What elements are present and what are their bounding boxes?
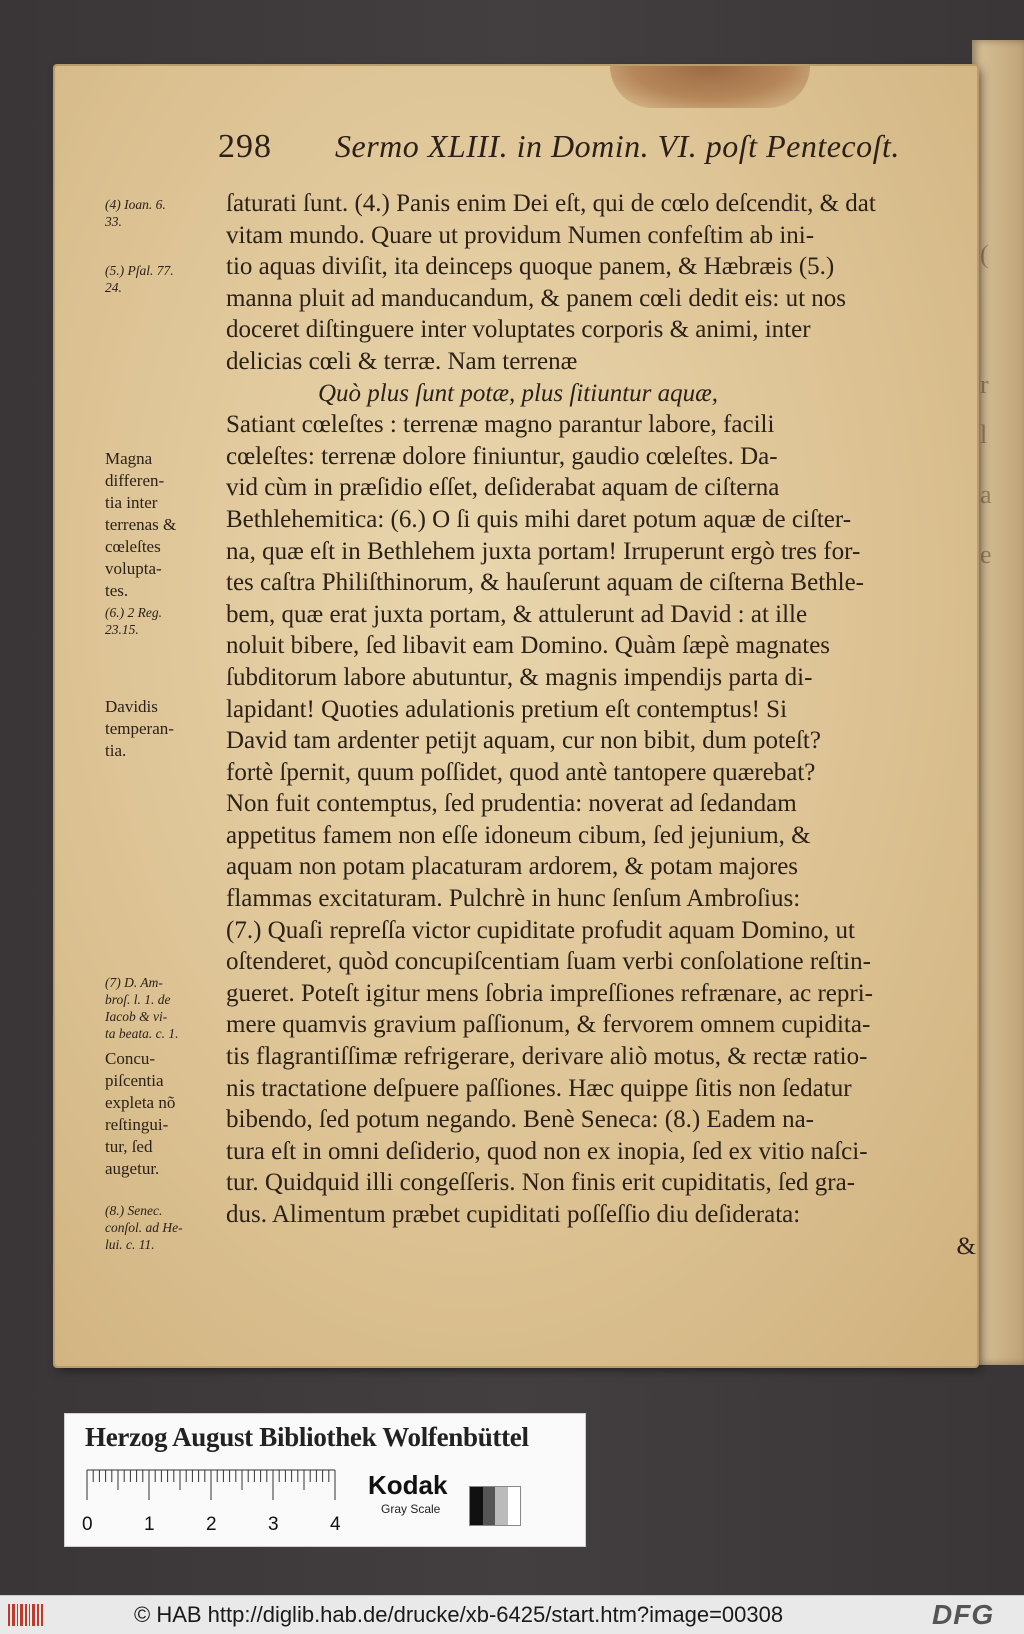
gray-scale-patch bbox=[469, 1486, 521, 1526]
brand-subtitle: Gray Scale bbox=[381, 1502, 441, 1516]
text-line: tura eſt in omni deſiderio, quod non ex inopia, ſed ex vitio naſci- bbox=[226, 1137, 868, 1165]
text-line: noluit bibere, ſed libavit eam Domino. Quàm ſæpè magnates bbox=[226, 632, 831, 660]
text-line: vid cùm in præſidio eſſet, deſiderabat aquam de ciſterna bbox=[226, 474, 780, 502]
library-label-card bbox=[64, 1413, 586, 1547]
ruler-number: 4 bbox=[330, 1514, 341, 1535]
margin-note: Magna differen- tia inter terrenas & cœleſtes volupta- tes. bbox=[105, 449, 177, 600]
text-line: oſtenderet, quòd concupiſcentiam ſuam verbi conſolatione reſtin- bbox=[226, 948, 871, 976]
adjacent-page-edge: ( r l a e bbox=[972, 40, 1024, 1365]
text-line: manna pluit ad manducandum, & panem cœli dedit eis: ut nos bbox=[226, 284, 847, 312]
library-name: Herzog August Bibliothek Wolfenbüttel bbox=[85, 1422, 529, 1452]
ruler-number: 0 bbox=[82, 1514, 93, 1535]
brand-name: Kodak bbox=[368, 1470, 448, 1500]
book-page bbox=[55, 66, 977, 1366]
text-line: doceret diſtinguere inter voluptates corporis & animi, inter bbox=[226, 316, 811, 344]
text-line: tis flagrantiſſimæ refrigerare, derivare aliò motus, & rectæ ratio- bbox=[226, 1043, 868, 1071]
text-line: appetitus famem non eſſe idoneum cibum, ſed jejunium, & bbox=[226, 821, 811, 849]
measurement-ruler bbox=[82, 1468, 345, 1540]
text-line: tes caſtra Philiſthinorum, & hauſerunt aquam de ciſterna Bethle- bbox=[226, 569, 865, 597]
catchword: & bbox=[956, 1232, 976, 1260]
text-line: ſubditorum labore abutuntur, & magnis impendijs parta di- bbox=[226, 663, 813, 691]
running-title: Sermo XLIII. in Domin. VI. poſt Pentecoſt. bbox=[335, 128, 900, 164]
text-line: tur. Quidquid illi congeſſeris. Non finis erit cupiditatis, ſed gra- bbox=[226, 1169, 856, 1197]
text-line: mere quamvis gravium paſſionum, & fervorem omnem cupidita- bbox=[226, 1011, 871, 1039]
text-line: delicias cœli & terræ. Nam terrenæ bbox=[226, 347, 578, 375]
text-line: David tam ardenter petijt aquam, cur non bibit, dum poteſt? bbox=[226, 727, 821, 755]
margin-note: Concu- piſcentia expleta nõ reſtingui- tur, ſed augetur. bbox=[105, 1049, 176, 1178]
ruler-number: 1 bbox=[144, 1514, 155, 1535]
ruler-number: 2 bbox=[206, 1514, 217, 1535]
text-line: Satiant cœleſtes : terrenæ magno parantur labore, facili bbox=[226, 411, 775, 439]
verse-line: Quò plus ſunt potæ, plus ſitiuntur aquæ, bbox=[318, 379, 719, 407]
text-line: bibendo, ſed potum negando. Benè Seneca: (8.) Eadem na- bbox=[226, 1106, 815, 1134]
text-line: aquam non potam placaturam ardorem, & potam majores bbox=[226, 853, 799, 881]
text-line: tio aquas diviſit, ita deinceps quoque panem, & Hæbræis (5.) bbox=[226, 253, 835, 281]
text-line: flammas excitaturam. Pulchrè in hunc ſenſum Ambroſius: bbox=[226, 885, 801, 913]
margin-note: (4) Ioan. 6. 33. bbox=[105, 197, 166, 229]
text-line: na, quæ eſt in Bethlehem juxta portam! Irruperunt ergò tres for- bbox=[226, 537, 861, 565]
page-stain bbox=[610, 66, 810, 108]
margin-note: (6.) 2 Reg. 23.15. bbox=[105, 605, 162, 637]
text-line: cœleſtes: terrenæ dolore finiuntur, gaudio cœleſtes. Da- bbox=[226, 442, 778, 470]
page-number: 298 bbox=[218, 128, 272, 165]
copyright-link[interactable]: © HAB http://diglib.hab.de/drucke/xb-6425/start.htm?image=00308 bbox=[134, 1602, 784, 1627]
text-line: gueret. Poteſt igitur mens ſobria impreſſiones refrænare, ac repri- bbox=[226, 979, 873, 1007]
text-line: (7.) Quaſi repreſſa victor cupiditate profudit aquam Domino, ut bbox=[226, 916, 855, 944]
text-line: lapidant! Quoties adulationis pretium eſt contemptus! Si bbox=[226, 695, 788, 723]
text-line: nis tractatione deſpuere paſſiones. Hæc quippe ſitis non ſedatur bbox=[226, 1074, 852, 1102]
dfg-logo: DFG bbox=[932, 1599, 995, 1630]
margin-note: (5.) Pſal. 77. 24. bbox=[105, 263, 174, 295]
margin-note: Davidis temperan- tia. bbox=[105, 697, 174, 760]
viewer-footer bbox=[0, 1595, 1024, 1634]
body-text bbox=[226, 188, 986, 1262]
ruler-number: 3 bbox=[268, 1514, 279, 1535]
text-line: vitam mundo. Quare ut providum Numen confeſtim ab ini- bbox=[226, 221, 815, 249]
text-line: Non fuit contemptus, ſed prudentia: noverat ad ſedandam bbox=[226, 790, 797, 818]
text-line: Bethlehemitica: (6.) O ſi quis mihi daret potum aquæ de ciſter- bbox=[226, 505, 852, 533]
text-line: ſaturati ſunt. (4.) Panis enim Dei eſt, qui de cœlo deſcendit, & dat bbox=[226, 190, 876, 217]
margin-note: (7) D. Am- broſ. l. 1. de Iacob & vi- ta beata. c. 1. bbox=[105, 975, 179, 1041]
text-line: bem, quæ erat juxta portam, & attulerunt ad David : at ille bbox=[226, 600, 808, 628]
barcode-logo-icon bbox=[6, 1601, 46, 1629]
margin-note: (8.) Senec. conſol. ad He- lui. c. 11. bbox=[105, 1203, 183, 1252]
text-line: fortè ſpernit, quum poſſidet, quod antè tantopere quærebat? bbox=[226, 758, 816, 786]
text-line: dus. Alimentum præbet cupiditati poſſeſſio diu deſiderata: bbox=[226, 1201, 801, 1228]
